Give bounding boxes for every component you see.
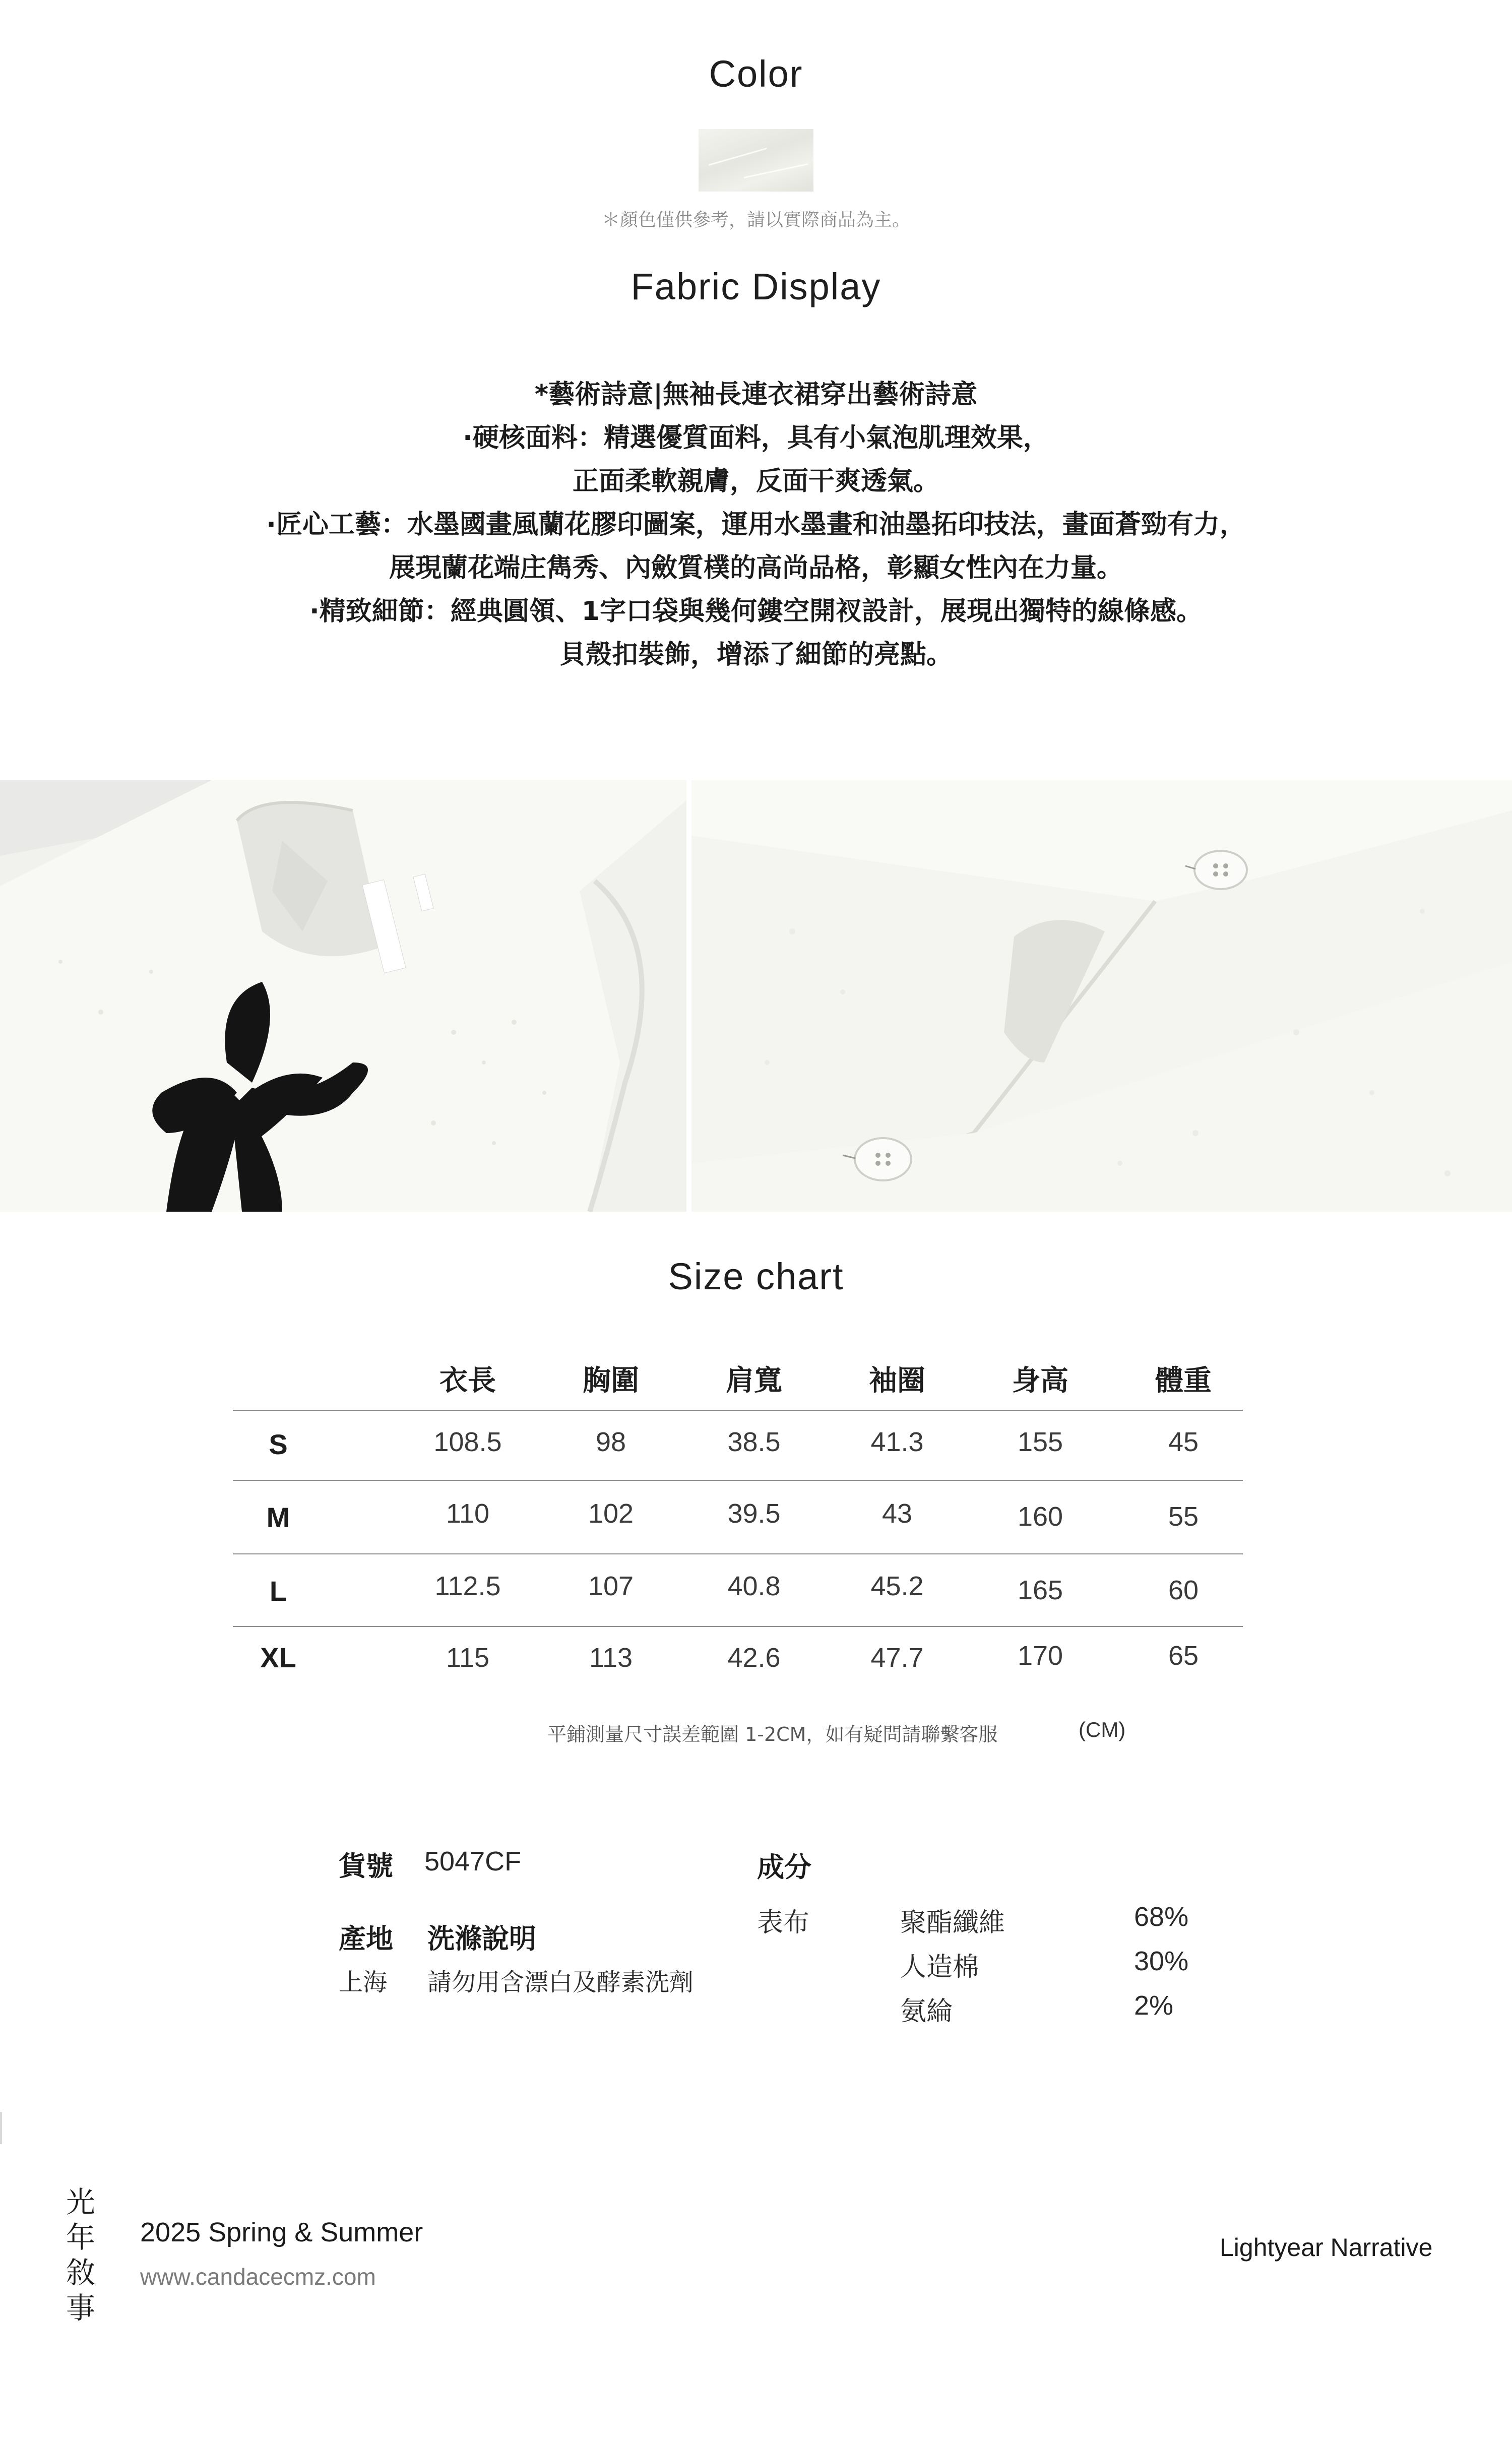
column-header-shoulder: 肩寬 <box>726 1364 782 1397</box>
table-cell: 160 <box>1017 1501 1063 1532</box>
table-cell: 170 <box>1017 1641 1063 1671</box>
sku-value: 5047CF <box>424 1846 522 1876</box>
cutout-photo-image <box>691 780 1512 1212</box>
composition-label: 成分 <box>757 1851 811 1883</box>
size-label: M <box>266 1501 290 1533</box>
detail-photo-neckline <box>0 780 686 1212</box>
care-label: 洗滌說明 <box>427 1923 536 1955</box>
care-value: 請勿用含漂白及酵素洗劑 <box>427 1968 694 1996</box>
logo-char: 年 <box>66 2220 95 2255</box>
size-chart-note: 平鋪測量尺寸誤差範圍 1-2CM，如有疑問請聯繫客服 <box>547 1723 998 1745</box>
table-cell: 115 <box>446 1643 490 1673</box>
description-line: *藝術詩意|無袖長連衣裙穿出藝術詩意 <box>534 380 978 410</box>
table-cell: 165 <box>1017 1575 1063 1605</box>
material-percent: 30% <box>1134 1946 1189 1976</box>
table-divider <box>233 1626 1243 1627</box>
table-cell: 47.7 <box>870 1643 924 1673</box>
description-line: ·匠心工藝：水墨國畫風蘭花膠印圖案，運用水墨畫和油墨拓印技法，畫面蒼勁有力， <box>266 510 1246 540</box>
table-cell: 45 <box>1168 1427 1199 1457</box>
color-disclaimer: ＊顏色僅供參考，請以實際商品為主。 <box>601 210 910 230</box>
table-cell: 155 <box>1017 1427 1063 1457</box>
table-divider <box>233 1553 1243 1554</box>
table-cell: 39.5 <box>727 1498 781 1529</box>
edge-marker <box>0 2112 2 2144</box>
logo-char: 事 <box>66 2291 95 2325</box>
description-line: ·精致細節：經典圓領、1字口袋與幾何鏤空開衩設計，展現出獨特的線條感。 <box>309 596 1203 627</box>
size-label: XL <box>260 1642 296 1673</box>
fabric-section-title: Fabric Display <box>631 266 881 307</box>
fabric-description <box>0 373 1512 676</box>
material-percent: 2% <box>1134 1990 1174 2021</box>
material-name: 人造棉 <box>900 1952 979 1982</box>
table-divider <box>233 1410 1243 1411</box>
column-header-length: 衣長 <box>439 1364 496 1397</box>
table-cell: 55 <box>1168 1501 1199 1532</box>
brand-tagline: Lightyear Narrative <box>1220 2233 1433 2262</box>
table-cell: 112.5 <box>434 1571 501 1601</box>
table-cell: 45.2 <box>870 1571 924 1601</box>
neckline-photo-image <box>0 780 686 1212</box>
size-label: S <box>269 1428 288 1460</box>
material-name: 聚酯纖維 <box>900 1908 1005 1938</box>
logo-char: 敘 <box>66 2256 95 2290</box>
table-cell: 98 <box>595 1427 626 1457</box>
table-cell: 65 <box>1168 1641 1199 1671</box>
detail-photo-cutout <box>691 780 1512 1212</box>
table-divider <box>233 1480 1243 1481</box>
table-cell: 108.5 <box>433 1427 502 1457</box>
color-swatch[interactable] <box>699 129 813 192</box>
description-line: 正面柔軟親膚，反面干爽透氣。 <box>572 466 939 496</box>
column-header-bust: 胸圍 <box>583 1364 639 1397</box>
size-label: L <box>269 1575 287 1607</box>
table-cell: 41.3 <box>870 1427 924 1457</box>
column-header-armhole: 袖圈 <box>869 1364 925 1397</box>
website-link[interactable]: www.candacecmz.com <box>140 2264 376 2290</box>
table-cell: 43 <box>881 1498 913 1529</box>
brand-logo-vertical <box>62 2184 99 2326</box>
season-label: 2025 Spring & Summer <box>140 2217 423 2247</box>
table-cell: 107 <box>588 1571 634 1601</box>
table-cell: 38.5 <box>727 1427 781 1457</box>
material-name: 氨綸 <box>900 1996 953 2027</box>
fabric-label: 表布 <box>757 1908 810 1938</box>
table-cell: 110 <box>446 1498 490 1529</box>
color-section-title: Color <box>709 53 803 95</box>
origin-label: 產地 <box>339 1923 393 1955</box>
origin-value: 上海 <box>339 1968 388 1996</box>
size-chart-unit: (CM) <box>1079 1718 1126 1741</box>
table-cell: 42.6 <box>727 1643 781 1673</box>
material-percent: 68% <box>1134 1902 1189 1932</box>
description-line: ·硬核面料：精選優質面料，具有小氣泡肌理效果， <box>463 423 1049 453</box>
column-header-height: 身高 <box>1012 1364 1068 1397</box>
sku-label: 貨號 <box>339 1850 393 1882</box>
logo-char: 光 <box>66 2185 95 2219</box>
column-header-weight: 體重 <box>1155 1364 1212 1397</box>
size-chart-title: Size chart <box>668 1256 844 1297</box>
table-cell: 60 <box>1168 1575 1199 1605</box>
table-cell: 113 <box>589 1643 633 1673</box>
description-line: 貝殼扣裝飾，增添了細節的亮點。 <box>559 640 953 670</box>
table-cell: 102 <box>588 1498 634 1529</box>
table-cell: 40.8 <box>727 1571 781 1601</box>
description-line: 展現蘭花端庄雋秀、內斂質樸的高尚品格，彰顯女性內在力量。 <box>389 553 1123 583</box>
